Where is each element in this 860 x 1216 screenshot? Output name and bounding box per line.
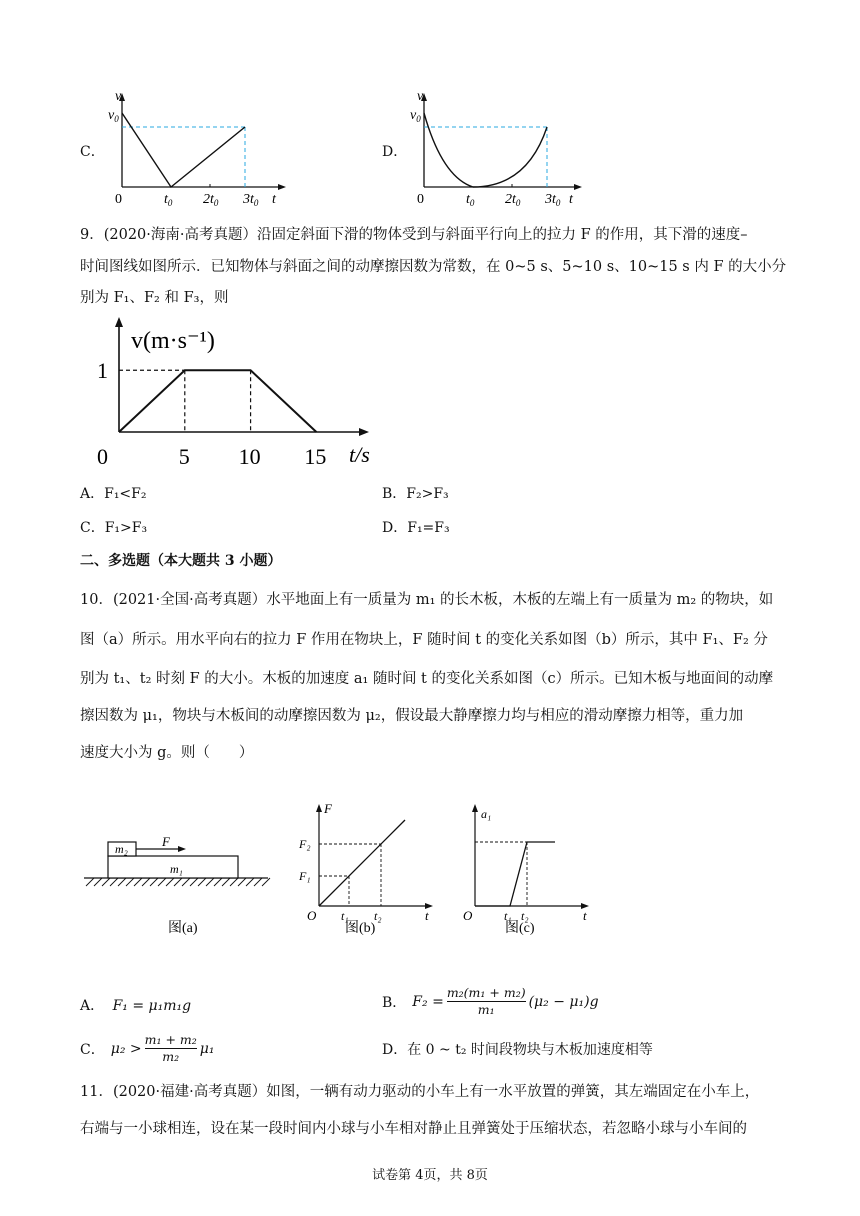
x-tick-label: 5 (178, 444, 190, 469)
series-line (119, 370, 316, 432)
x-tick-label: 10 (238, 444, 261, 469)
q9-line-1: 9．(2020·海南·高考真题）沿固定斜面下滑的物体受到与斜面平行向上的拉力 F 的作用，其下滑的速度– (80, 227, 748, 243)
t0-label: $t_0$ (466, 192, 475, 208)
q9-option-a: A．F₁<F₂ (80, 486, 147, 502)
graph-d (402, 85, 602, 210)
svg-text:O: O (307, 908, 317, 923)
q9-line-2: 时间图线如图所示．已知物体与斜面之间的动摩擦因数为常数，在 0~5 s、5~10 s、10~15 s 内 F 的大小分 (80, 259, 787, 275)
section-heading: 二、多选题（本大题共 3 小题） (80, 553, 282, 569)
q10-line-2: 图（a）所示。用水平向右的拉力 F 作用在物块上，F 随时间 t 的变化关系如图（b）所示，其中 F₁、F₂ 分 (80, 632, 768, 648)
x-tick-label: 15 (304, 444, 327, 469)
svg-text:t: t (425, 908, 429, 923)
q10-line-5: 速度大小为 g。则（ ） (80, 745, 254, 761)
graph-c (100, 85, 300, 210)
svg-text:F: F (162, 834, 170, 849)
svg-text:t₂: t₂ (521, 909, 529, 923)
q10-option-a: A． F₁ = μ₁m₁g (80, 998, 192, 1014)
q10-option-b: B． F₂ = $\frac{\text{m₂(m₁ + m₂)}}{\text{m₁}}$ (μ₂ − μ₁)g (382, 985, 599, 1017)
svg-text:m₁: m₁ (170, 862, 183, 876)
svg-text:t: t (583, 908, 587, 923)
caption-c: 图(c) (505, 921, 535, 936)
q10-option-d: D．在 0 ~ t₂ 时间段物块与木板加速度相等 (382, 1042, 653, 1058)
page-footer: 试卷第 4页，共 8页 (372, 1168, 488, 1183)
svg-text:t₂: t₂ (374, 909, 382, 923)
q11-line-2: 右端与一小球相连，设在某一段时间内小球与小车相对静止且弹簧处于压缩状态，若忽略小球与小车间的 (80, 1121, 747, 1137)
figure-a (84, 834, 274, 940)
q9-vt-chart (85, 318, 370, 470)
x-axis-label: t/s (349, 442, 370, 467)
q10-line-3: 别为 t₁、t₂ 时刻 F 的大小。木板的加速度 a₁ 随时间 t 的变化关系如图（c）所示。已知木板与地面间的动摩 (80, 671, 774, 687)
svg-text:t₁: t₁ (341, 909, 349, 923)
svg-text:F: F (324, 801, 332, 816)
q9-line-3: 别为 F₁、F₂ 和 F₃，则 (80, 290, 229, 306)
option-c-label: C． (80, 144, 105, 160)
2t0-label: $2t_0$ (505, 192, 521, 208)
figure-c (455, 800, 600, 940)
t-axis-label: t (569, 192, 573, 207)
v0-label: $v_0$ (410, 108, 421, 124)
option-d-label: D． (382, 144, 408, 160)
origin-label: 0 (417, 192, 424, 207)
q9-option-d: D．F₁=F₃ (382, 520, 450, 536)
v-axis-label: v (417, 89, 424, 104)
x-tick-label: 0 (97, 444, 108, 469)
q9-option-c: C．F₁>F₃ (80, 520, 148, 536)
q10-line-4: 擦因数为 μ₁，物块与木板间的动摩擦因数为 μ₂，假设最大静摩擦力均与相应的滑动摩擦力相等，重力加 (80, 708, 744, 724)
3t0-label: $3t_0$ (545, 192, 561, 208)
x-axis-arrow (359, 428, 369, 436)
3t0-label: $3t_0$ (243, 192, 259, 208)
svg-text:t₁: t₁ (504, 909, 512, 923)
q10-line-1: 10．(2021·全国·高考真题）水平地面上有一质量为 m₁ 的长木板，木板的左端上有一质量为 m₂ 的物块，如 (80, 592, 774, 608)
svg-text:m₂: m₂ (115, 842, 128, 856)
y-axis-label: v(m·s⁻¹) (131, 328, 215, 354)
y-tick-label: 1 (97, 358, 108, 384)
y-axis-arrow (115, 317, 123, 327)
caption-b: 图(b) (345, 921, 376, 936)
q11-line-1: 11．(2020·福建·高考真题）如图，一辆有动力驱动的小车上有一水平放置的弹簧，其左端固定在小车上， (80, 1084, 760, 1100)
svg-text:O: O (463, 908, 473, 923)
figure-b (297, 800, 442, 940)
v0-label: $v_0$ (108, 108, 119, 124)
q9-option-b: B．F₂>F₃ (382, 486, 449, 502)
origin-label: 0 (115, 192, 122, 207)
t0-label: $t_0$ (164, 192, 173, 208)
v-axis-label: v (115, 89, 122, 104)
svg-text:F₁: F₁ (299, 869, 311, 883)
svg-text:F₂: F₂ (299, 837, 311, 851)
svg-text:a₁: a₁ (481, 807, 492, 821)
2t0-label: $2t_0$ (203, 192, 219, 208)
q10-option-c: C． μ₂ > m₁ + m₂ m₂ μ₁ (80, 1032, 215, 1064)
t-axis-label: t (272, 192, 276, 207)
caption-a: 图(a) (168, 921, 198, 936)
